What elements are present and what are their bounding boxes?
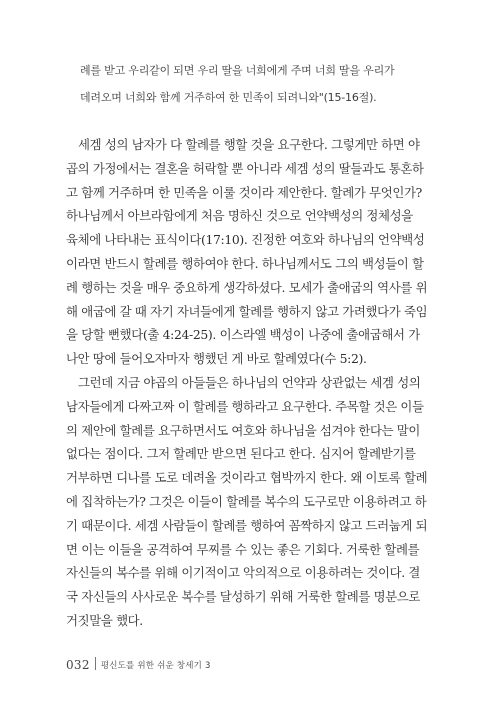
body-line: 국 자신들의 사사로운 복수를 달성하기 위해 거룩한 할례를 명분으로 [66, 589, 421, 605]
body-line: 육체에 나타내는 표식이다(17:10). 진정한 여호와 하나님의 언약백성 [66, 232, 425, 248]
body-line: 례 행하는 것을 매우 중요하게 생각하셨다. 모세가 출애굽의 역사를 위 [66, 279, 428, 295]
body-line: 자신들의 복수를 위해 이기적이고 악의적으로 이용하려는 것이다. 결 [66, 565, 421, 581]
body-line: 하나님께서 아브라함에게 처음 명하신 것으로 언약백성의 정체성을 [66, 208, 413, 224]
body-line: 곱의 가정에서는 결혼을 허락할 뿐 아니라 세겜 성의 딸들과도 통혼하 [66, 160, 424, 176]
body-line: 나안 땅에 들어오자마자 행했던 게 바로 할례였다(수 5:2). [66, 351, 367, 367]
body-line: 을 당할 뻔했다(출 4:24-25). 이스라엘 백성이 나중에 출애굽해서 가 [66, 327, 420, 343]
body-line: 없다는 점이다. 그저 할례만 받으면 된다고 한다. 심지어 할례받기를 [66, 446, 416, 462]
body-line: 해 애굽에 갈 때 자기 자녀들에게 할례를 행하지 않고 가려했다가 죽임 [66, 303, 428, 319]
body-line: 의 제안에 할례를 요구하면서도 여호와 하나님을 섬겨야 한다는 말이 [66, 422, 421, 438]
page-number: 032 [66, 658, 90, 672]
page-footer [66, 655, 211, 675]
body-line: 에 집착하는가? 그것은 이들이 할례를 복수의 도구로만 이용하려고 하 [66, 493, 427, 509]
body-line: 거짓말을 했다. [66, 612, 143, 628]
body-line: 기 때문이다. 세겜 사람들이 할례를 행하여 꼼짝하지 않고 드러눕게 되 [66, 517, 428, 533]
body-line: 세겜 성의 남자가 다 할례를 행할 것을 요구한다. 그렇게만 하면 야 [66, 137, 420, 152]
body-line: 고 함께 거주하며 한 민족을 이룰 것이라 제안한다. 할례가 무엇인가? [66, 184, 422, 200]
body-line: 남자들에게 다짜고짜 이 할례를 행하라고 요구한다. 주목할 것은 이들 [66, 398, 424, 414]
running-book-title: 평신도를 위한 쉬운 창세기 3 [100, 661, 211, 671]
quote-line: 데려오며 너희와 함께 거주하여 한 민족이 되려니와"(15-16절). [80, 91, 377, 104]
scripture-quote [80, 57, 420, 111]
quote-line: 례를 받고 우리같이 되면 우리 딸을 너희에게 주며 너희 딸을 우리가 [80, 64, 395, 77]
body-line: 이라면 반드시 할례를 행하여야 한다. 하나님께서도 그의 백성들이 할 [66, 255, 424, 271]
body-line: 거부하면 디나를 도로 데려올 것이라고 협박까지 한다. 왜 이토록 할례 [66, 470, 428, 486]
body-text [66, 133, 438, 633]
footer-divider [95, 657, 96, 670]
body-line: 면 이는 이들을 공격하여 무찌를 수 있는 좋은 기회다. 거룩한 할례를 [66, 541, 420, 557]
body-line: 그런데 지금 야곱의 아들들은 하나님의 언약과 상관없는 세겜 성의 [66, 374, 421, 390]
